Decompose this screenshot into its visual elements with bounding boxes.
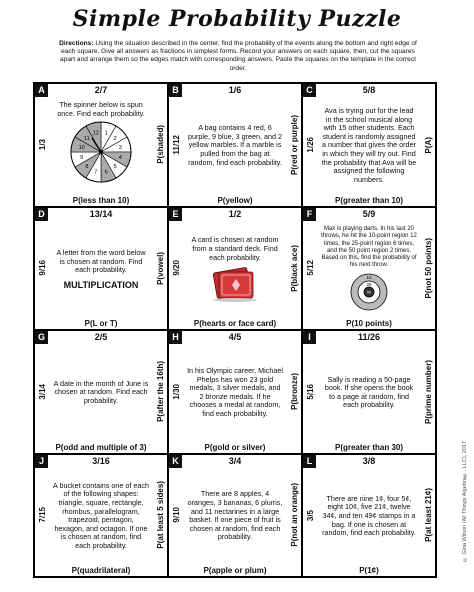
square-g[interactable] bbox=[34, 330, 168, 454]
square-right-edge bbox=[421, 469, 435, 563]
square-text: There are 8 apples, 4 oranges, 3 bananas, 6 plums, and 11 nectarines in a large basket. If one piece of fruit is chosen at random, find each probability. bbox=[187, 489, 283, 542]
square-top-answer: 11/26 bbox=[357, 332, 381, 342]
square-left-answer: 5/12 bbox=[305, 260, 315, 277]
square-letter: L bbox=[303, 455, 316, 468]
square-right-edge bbox=[153, 222, 167, 316]
square-bottom-event: P(L or T) bbox=[84, 319, 118, 328]
square-left-edge bbox=[303, 345, 317, 439]
square-h[interactable] bbox=[168, 330, 302, 454]
square-i[interactable] bbox=[302, 330, 436, 454]
directions bbox=[58, 40, 418, 73]
puzzle-grid bbox=[33, 82, 437, 578]
square-bottom-event: P(less than 10) bbox=[72, 195, 130, 205]
square-b[interactable] bbox=[168, 83, 302, 207]
square-text: Sally is reading a 50-page book. If she opens the book to a page at random, find each probability. bbox=[324, 374, 414, 410]
playing-cards-icon bbox=[207, 266, 263, 302]
square-text: A bucket contains one of each of the following shapes: triangle, square, rectangle, rhombus, parallelogram, trapezoid, pentagon, hexagon, and octagon. If one is chosen at random, find each probability. bbox=[53, 480, 149, 551]
square-right-edge bbox=[287, 98, 301, 192]
square-right-edge bbox=[287, 222, 301, 316]
square-right-edge bbox=[153, 98, 167, 192]
square-body bbox=[187, 223, 283, 317]
spinner-number: 7 bbox=[94, 169, 98, 176]
square-bottom-event: P(greater than 10) bbox=[334, 195, 404, 205]
square-letter: G bbox=[35, 331, 48, 344]
square-bottom-event: P(1¢) bbox=[359, 566, 379, 575]
square-right-edge bbox=[287, 469, 301, 563]
square-left-answer: 1/26 bbox=[305, 136, 315, 153]
square-top-answer: 3/16 bbox=[92, 455, 110, 466]
square-body bbox=[53, 470, 149, 564]
square-left-edge bbox=[169, 98, 183, 192]
square-right-event: P(black ace) bbox=[289, 244, 299, 292]
spinner-number: 1 bbox=[104, 130, 108, 137]
square-right-edge bbox=[421, 98, 435, 192]
square-bottom-event: P(greater than 30) bbox=[334, 442, 404, 452]
square-bottom-event: P(quadrilateral) bbox=[71, 566, 131, 575]
square-right-edge bbox=[421, 345, 435, 439]
square-text: A card is chosen at random from a standard deck. Find each probability. bbox=[191, 235, 279, 262]
square-top-answer: 5/9 bbox=[362, 208, 376, 219]
square-right-event: P(at least 5 sides) bbox=[155, 481, 165, 550]
square-body bbox=[53, 99, 149, 193]
square-top-answer: 4/5 bbox=[228, 332, 242, 342]
square-left-edge bbox=[169, 469, 183, 563]
square-body bbox=[321, 223, 417, 317]
square-left-answer: 7/15 bbox=[37, 507, 47, 524]
square-bottom-event: P(10 points) bbox=[346, 319, 392, 328]
dart-label-50: 50 bbox=[366, 289, 372, 295]
square-left-answer: 3/5 bbox=[305, 509, 315, 521]
directions-text: Using the situation described in the center, find the probability of the events along the bottom and right edge of each square. Give all answers as fractions in simplest forms. Record your answers on each square, then, cut the squares apart and arrange them so the edges match with corresponding answers. Paste the squares on the template in the correct order. bbox=[60, 40, 417, 72]
square-left-answer: 9/20 bbox=[171, 260, 181, 277]
square-left-edge bbox=[303, 469, 317, 563]
square-right-event: P(prime number) bbox=[423, 359, 433, 424]
square-right-edge bbox=[287, 345, 301, 439]
square-left-edge bbox=[303, 222, 317, 316]
square-body bbox=[53, 223, 149, 317]
square-a[interactable] bbox=[34, 83, 168, 207]
square-body bbox=[187, 99, 283, 193]
square-right-event: P(A) bbox=[423, 136, 433, 153]
square-letter: F bbox=[303, 208, 316, 221]
square-left-edge bbox=[35, 222, 49, 316]
square-body bbox=[321, 99, 417, 193]
square-letter: I bbox=[303, 331, 316, 344]
square-text: A letter from the word below is chosen at random. Find each probability. bbox=[56, 248, 146, 275]
square-right-event: P(at least 21¢) bbox=[423, 488, 433, 543]
dart-label-25: 25 bbox=[366, 282, 372, 288]
spinner-number: 6 bbox=[104, 169, 108, 176]
square-left-answer: 1/30 bbox=[171, 383, 181, 400]
square-letter: C bbox=[303, 84, 316, 97]
square-bottom-event: P(yellow) bbox=[217, 195, 253, 205]
square-right-edge bbox=[421, 222, 435, 316]
square-left-edge bbox=[169, 222, 183, 316]
square-right-event: P(shaded) bbox=[155, 125, 165, 165]
square-left-answer: 11/12 bbox=[171, 134, 181, 155]
spinner-number: 2 bbox=[113, 136, 117, 143]
square-f[interactable] bbox=[302, 207, 436, 331]
square-body bbox=[53, 346, 149, 440]
copyright-notice: © Gina Wilson (All Things Algebra®, LLC), 2017 bbox=[462, 440, 468, 562]
square-bottom-event: P(gold or silver) bbox=[204, 442, 266, 452]
word-multiplication: MULTIPLICATION bbox=[63, 279, 139, 290]
square-bottom-event: P(odd and multiple of 3) bbox=[55, 442, 147, 452]
spinner-number: 3 bbox=[118, 145, 122, 152]
square-letter: H bbox=[169, 331, 182, 344]
square-left-edge bbox=[35, 469, 49, 563]
spinner-number: 11 bbox=[84, 136, 90, 143]
spinner-number: 8 bbox=[85, 164, 89, 171]
square-left-answer: 5/16 bbox=[305, 383, 315, 400]
square-left-edge bbox=[169, 345, 183, 439]
square-right-event: P(vowel) bbox=[155, 251, 165, 285]
square-d[interactable] bbox=[34, 207, 168, 331]
square-k[interactable] bbox=[168, 454, 302, 578]
square-right-event: P(red or purple) bbox=[289, 114, 299, 175]
spinner-number: 4 bbox=[118, 155, 122, 162]
square-top-answer: 1/6 bbox=[228, 85, 242, 95]
square-left-edge bbox=[35, 98, 49, 192]
dart-label-10: 10 bbox=[366, 275, 372, 281]
square-j[interactable] bbox=[34, 454, 168, 578]
square-letter: D bbox=[35, 208, 48, 221]
square-letter: E bbox=[169, 208, 182, 221]
square-e[interactable] bbox=[168, 207, 302, 331]
square-text: A date in the month of June is chosen at random. Find each probability. bbox=[53, 378, 149, 406]
page-title: Simple Probability Puzzle bbox=[72, 6, 402, 32]
square-left-answer: 1/3 bbox=[37, 139, 47, 151]
spinner-number: 5 bbox=[113, 164, 117, 171]
square-right-event: P(after the 16th) bbox=[155, 361, 165, 423]
square-left-answer: 9/16 bbox=[37, 260, 47, 277]
square-letter: B bbox=[169, 84, 182, 97]
square-top-answer: 2/5 bbox=[94, 332, 108, 342]
dartboard-icon bbox=[349, 272, 389, 312]
square-right-edge bbox=[153, 345, 167, 439]
square-letter: K bbox=[169, 455, 182, 468]
square-top-answer: 13/14 bbox=[89, 208, 113, 219]
square-text: A bag contains 4 red, 6 purple, 9 blue, 3 green, and 2 yellow marbles. If a marble is pulled from the bag at random, find each probability. bbox=[188, 123, 282, 167]
square-bottom-event: P(hearts or face card) bbox=[193, 319, 277, 328]
square-bottom-event: P(apple or plum) bbox=[203, 566, 267, 575]
square-body bbox=[187, 346, 283, 440]
square-left-edge bbox=[303, 98, 317, 192]
square-right-edge bbox=[153, 469, 167, 563]
square-letter: A bbox=[35, 84, 48, 97]
square-right-event: P(bronze) bbox=[289, 373, 299, 411]
square-top-answer: 1/2 bbox=[228, 208, 242, 219]
square-top-answer: 2/7 bbox=[94, 85, 108, 95]
square-c[interactable] bbox=[302, 83, 436, 207]
directions-label: Directions: bbox=[59, 40, 94, 47]
spinner-number: 12 bbox=[92, 130, 99, 137]
square-text: In his Olympic career, Michael Phelps has won 23 gold medals, 3 silver medals, and 2 bronze medals. If he chooses a medal at random, find each probability. bbox=[187, 365, 283, 418]
square-text: The spinner below is spun once. Find each probability. bbox=[57, 100, 145, 118]
square-left-answer: 3/14 bbox=[37, 383, 47, 400]
square-left-edge bbox=[35, 345, 49, 439]
square-text: Max is playing darts. In his last 20 throws, he hit the 10-point region 12 times, the 25-point region 6 times, and the 50 point region 2 times. Based on this, find the probability of his next throw. bbox=[321, 226, 417, 269]
square-top-answer: 5/8 bbox=[362, 85, 376, 95]
square-top-answer: 3/8 bbox=[362, 455, 376, 466]
spinner-number: 9 bbox=[80, 155, 84, 162]
square-right-event: P(not an orange) bbox=[289, 483, 299, 548]
square-body bbox=[321, 346, 417, 440]
square-right-event: P(not 50 points) bbox=[423, 238, 433, 299]
square-left-answer: 9/10 bbox=[171, 507, 181, 524]
square-body bbox=[321, 470, 417, 564]
square-body bbox=[187, 470, 283, 564]
square-text: There are nine 1¢, four 5¢, eight 10¢, five 21¢, twelve 34¢, and ten 49¢ stamps in a bag. If one is chosen at random, find each probability. bbox=[322, 493, 416, 538]
square-letter: J bbox=[35, 455, 48, 468]
square-top-answer: 3/4 bbox=[228, 455, 242, 466]
square-text: Ava is trying out for the lead in the school musical along with 15 other students. Each student is randomly assigned a number that gives the order in which they will try out. Find the probability that Ava will be assigned the following numbers. bbox=[321, 106, 417, 184]
spinner-icon bbox=[69, 120, 133, 184]
square-l[interactable] bbox=[302, 454, 436, 578]
spinner-number: 10 bbox=[78, 145, 85, 152]
